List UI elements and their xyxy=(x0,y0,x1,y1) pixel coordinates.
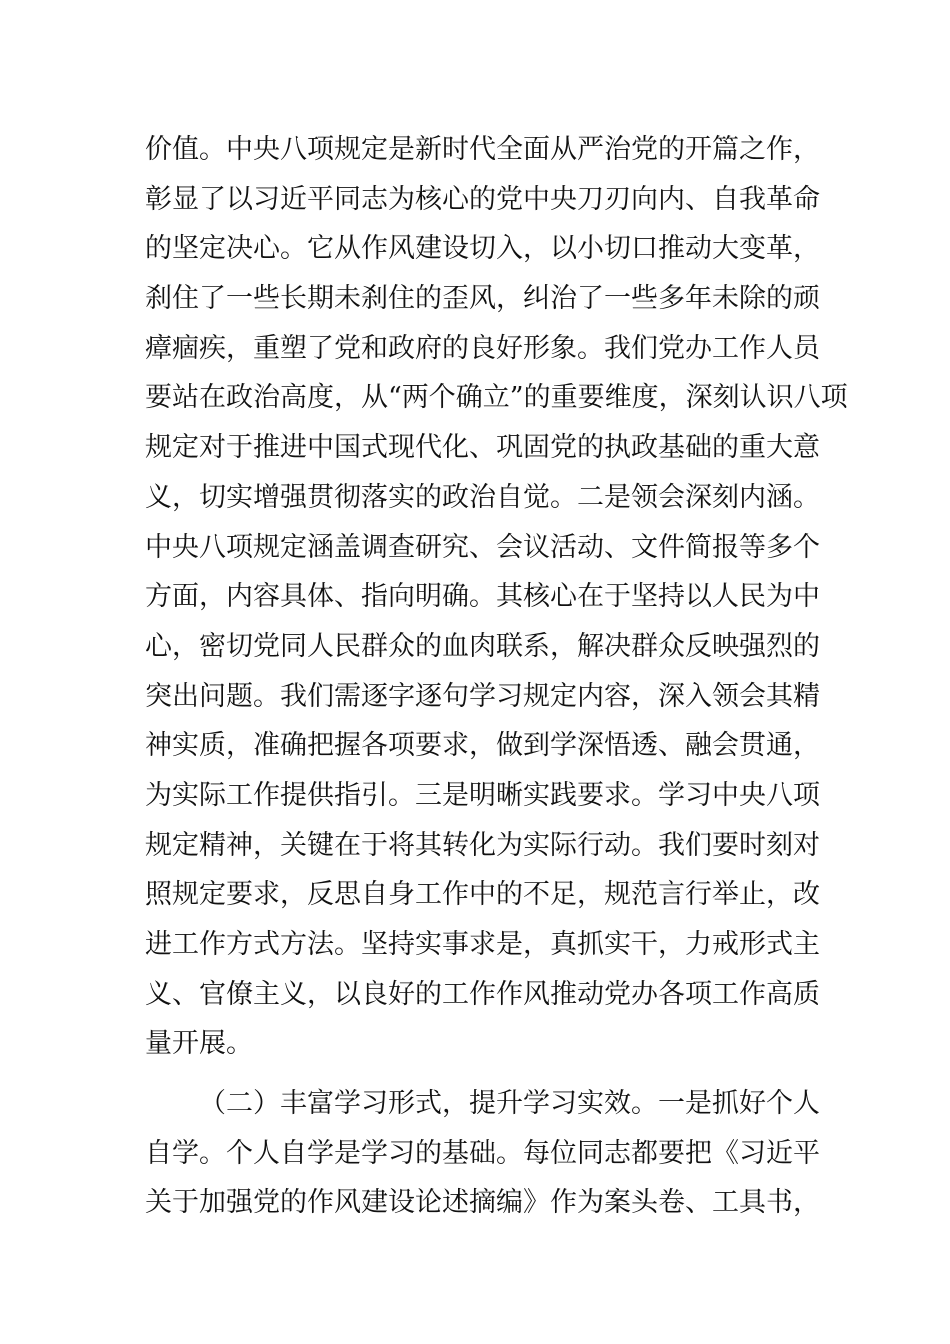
text-line: 义，切实增强贯彻落实的政治自觉。二是领会深刻内涵。 xyxy=(145,481,820,513)
text-line: 突出问题。我们需逐字逐句学习规定内容，深入领会其精 xyxy=(145,680,820,712)
text-line: 方面，内容具体、指向明确。其核心在于坚持以人民为中 xyxy=(145,581,820,613)
text-line: 价值。中央八项规定是新时代全面从严治党的开篇之作， xyxy=(145,134,820,165)
text-line: 彰显了以习近平同志为核心的党中央刀刃向内、自我革命 xyxy=(145,183,820,215)
text-line: 中央八项规定涵盖调查研究、会议活动、文件简报等多个 xyxy=(145,531,820,563)
document-body xyxy=(145,125,848,1228)
text-line: 规定对于推进中国式现代化、巩固党的执政基础的重大意 xyxy=(145,432,820,464)
text-line-last: 量开展。 xyxy=(145,1028,253,1060)
text-line: 要站在政治高度，从“两个确立”的重要维度，深刻认识八项 xyxy=(145,382,848,414)
text-line: 关于加强党的作风建设论述摘编》作为案头卷、工具书， xyxy=(145,1187,820,1219)
text-line: 为实际工作提供指引。三是明晰实践要求。学习中央八项 xyxy=(145,779,820,811)
text-line: 进工作方式方法。坚持实事求是，真抓实干，力戒形式主 xyxy=(145,929,820,960)
text-line: 规定精神，关键在于将其转化为实际行动。我们要时刻对 xyxy=(145,829,820,861)
text-line-first-indented: （二）丰富学习形式，提升学习实效。一是抓好个人 xyxy=(199,1088,820,1120)
text-line: 心，密切党同人民群众的血肉联系，解决群众反映强烈的 xyxy=(145,630,820,662)
text-line: 义、官僚主义，以良好的工作作风推动党办各项工作高质 xyxy=(145,978,820,1010)
text-line: 的坚定决心。它从作风建设切入，以小切口推动大变革， xyxy=(145,233,820,265)
text-line: 神实质，准确把握各项要求，做到学深悟透、融会贯通， xyxy=(145,730,820,762)
paragraph-2 xyxy=(145,1079,820,1228)
paragraph-1 xyxy=(145,125,848,1069)
text-line: 自学。个人自学是学习的基础。每位同志都要把《习近平 xyxy=(145,1137,820,1169)
text-line: 刹住了一些长期未刹住的歪风，纠治了一些多年未除的顽 xyxy=(145,283,820,315)
text-line: 照规定要求，反思自身工作中的不足，规范言行举止，改 xyxy=(145,879,820,911)
text-line: 瘴痼疾，重塑了党和政府的良好形象。我们党办工作人员 xyxy=(145,332,820,364)
paragraph-spacing xyxy=(145,1069,810,1079)
